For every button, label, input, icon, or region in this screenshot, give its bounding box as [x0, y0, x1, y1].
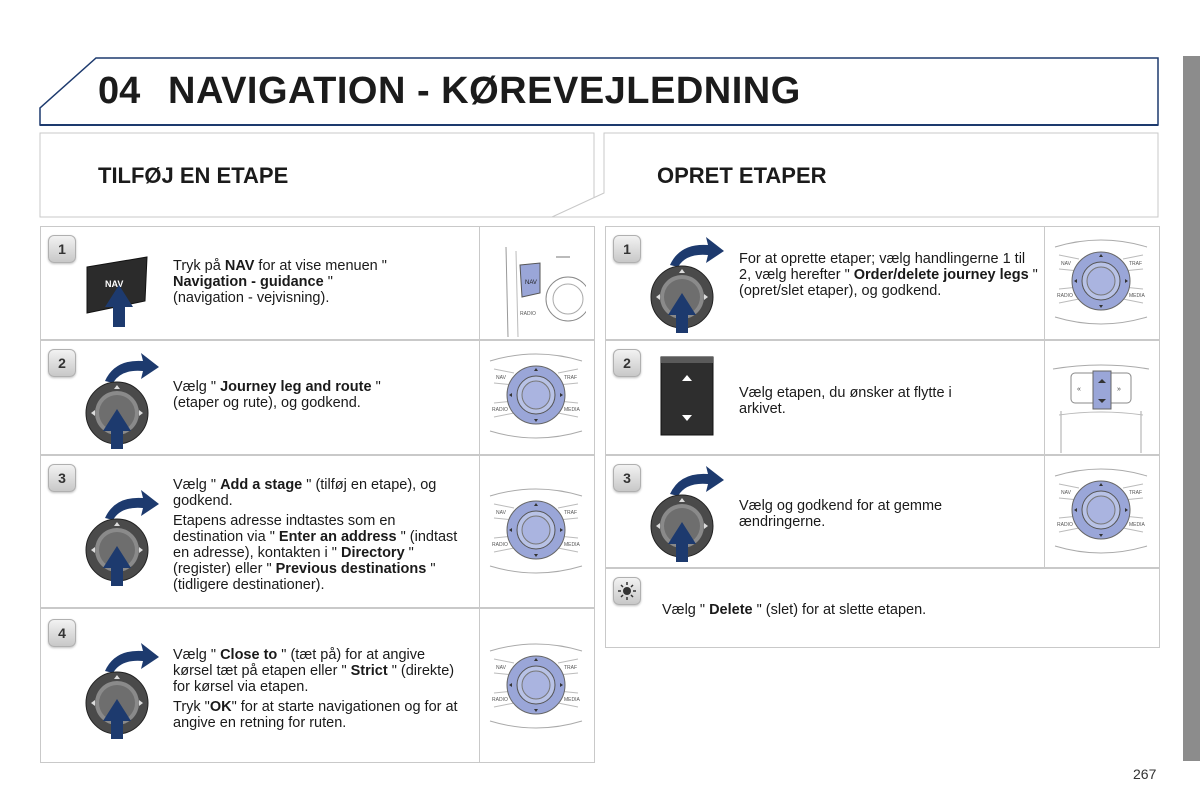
svg-text:»: »	[1117, 386, 1121, 393]
bold-term: Delete	[709, 602, 753, 618]
bold-term: OK	[209, 699, 232, 715]
right-tip	[605, 568, 1160, 648]
page-header	[0, 0, 1200, 130]
svg-text:«: «	[1077, 386, 1081, 393]
bold-term: Close to	[220, 647, 278, 663]
bold-term: Enter an address	[278, 529, 397, 545]
right-step-1	[605, 226, 1160, 340]
bold-term: Add a stage	[220, 477, 303, 493]
left-step-4	[40, 608, 595, 763]
control-panel-thumbnail	[1044, 227, 1159, 339]
control-panel-thumbnail	[479, 341, 594, 454]
step-badge: 3	[48, 464, 76, 492]
chapter-number: 04	[98, 70, 141, 112]
left-step-3	[40, 455, 595, 608]
nav-panel-thumbnail	[479, 227, 594, 339]
left-step-1	[40, 226, 595, 340]
chapter-side-bar	[1183, 56, 1200, 761]
left-section-title: TILFØJ EN ETAPE	[98, 163, 289, 188]
right-step-2	[605, 340, 1160, 455]
knob-rotate-press-icon	[85, 351, 165, 451]
bold-term: Order/delete journey legs	[853, 267, 1029, 283]
control-panel-thumbnail	[479, 456, 594, 607]
bold-term: NAV	[224, 258, 255, 274]
control-panel-thumbnail	[479, 609, 594, 762]
step-text: Vælg " Journey leg and route " (etaper og rute), og godkend.	[173, 379, 381, 411]
tip-text: Vælg " Delete " (slet) for at slette etapen.	[662, 602, 927, 618]
step-badge: 2	[613, 349, 641, 377]
step-text: Vælg " Add a stage " (tilføj en etape), og godkend. Etapens adresse indtastes som en destination via " Enter an address " (indtast en adresse), kontakten i " Directory " (register) eller " Previous destinations " (tidligere destinationer).	[173, 477, 458, 593]
step-badge: 4	[48, 619, 76, 647]
bold-term: Journey leg and route	[220, 379, 372, 395]
nav-button-press-icon	[81, 249, 161, 336]
bold-term: Strict	[350, 663, 388, 679]
nav-button-label: NAV	[105, 279, 124, 289]
step-text: Vælg etapen, du ønsker at flytte i arkivet.	[739, 385, 952, 417]
knob-rotate-press-icon	[650, 235, 730, 335]
step-text: Vælg og godkend for at gemme ændringerne.	[739, 498, 943, 530]
page-number: 267	[1133, 766, 1157, 782]
tip-icon	[613, 577, 641, 605]
step-text: Tryk på NAV for at vise menuen " Navigation - guidance " (navigation - vejvisning).	[173, 258, 387, 306]
page-title: NAVIGATION - KØREVEJLEDNING	[168, 70, 801, 112]
knob-rotate-press-icon	[85, 488, 165, 588]
left-step-2	[40, 340, 595, 455]
step-text: Vælg " Close to " (tæt på) for at angive kørsel tæt på etapen eller " Strict " (direkte) for kørsel via etapen. Tryk "OK" for at starte navigationen og for at angive en retning for ruten.	[173, 647, 458, 731]
arrow-buttons-thumbnail	[1044, 341, 1159, 454]
knob-rotate-press-icon	[650, 464, 730, 564]
control-panel-thumbnail	[1044, 456, 1159, 567]
thumb-radio-label: RADIO	[520, 311, 536, 317]
right-step-3	[605, 455, 1160, 568]
bold-term: Navigation - guidance	[173, 274, 324, 290]
step-badge: 1	[613, 235, 641, 263]
thumb-nav-label: NAV	[525, 280, 537, 286]
bold-term: Previous destinations	[275, 561, 427, 577]
right-section-title: OPRET ETAPER	[657, 163, 827, 188]
knob-rotate-press-icon	[85, 641, 165, 741]
up-down-buttons-icon	[660, 355, 716, 437]
step-badge: 2	[48, 349, 76, 377]
bold-term: Directory	[340, 545, 405, 561]
step-badge: 3	[613, 464, 641, 492]
step-text: For at oprette etaper; vælg handlingerne 1 til 2, vælg herefter " Order/delete journey legs " (opret/slet etaper), og godkend.	[739, 251, 1038, 299]
step-badge: 1	[48, 235, 76, 263]
